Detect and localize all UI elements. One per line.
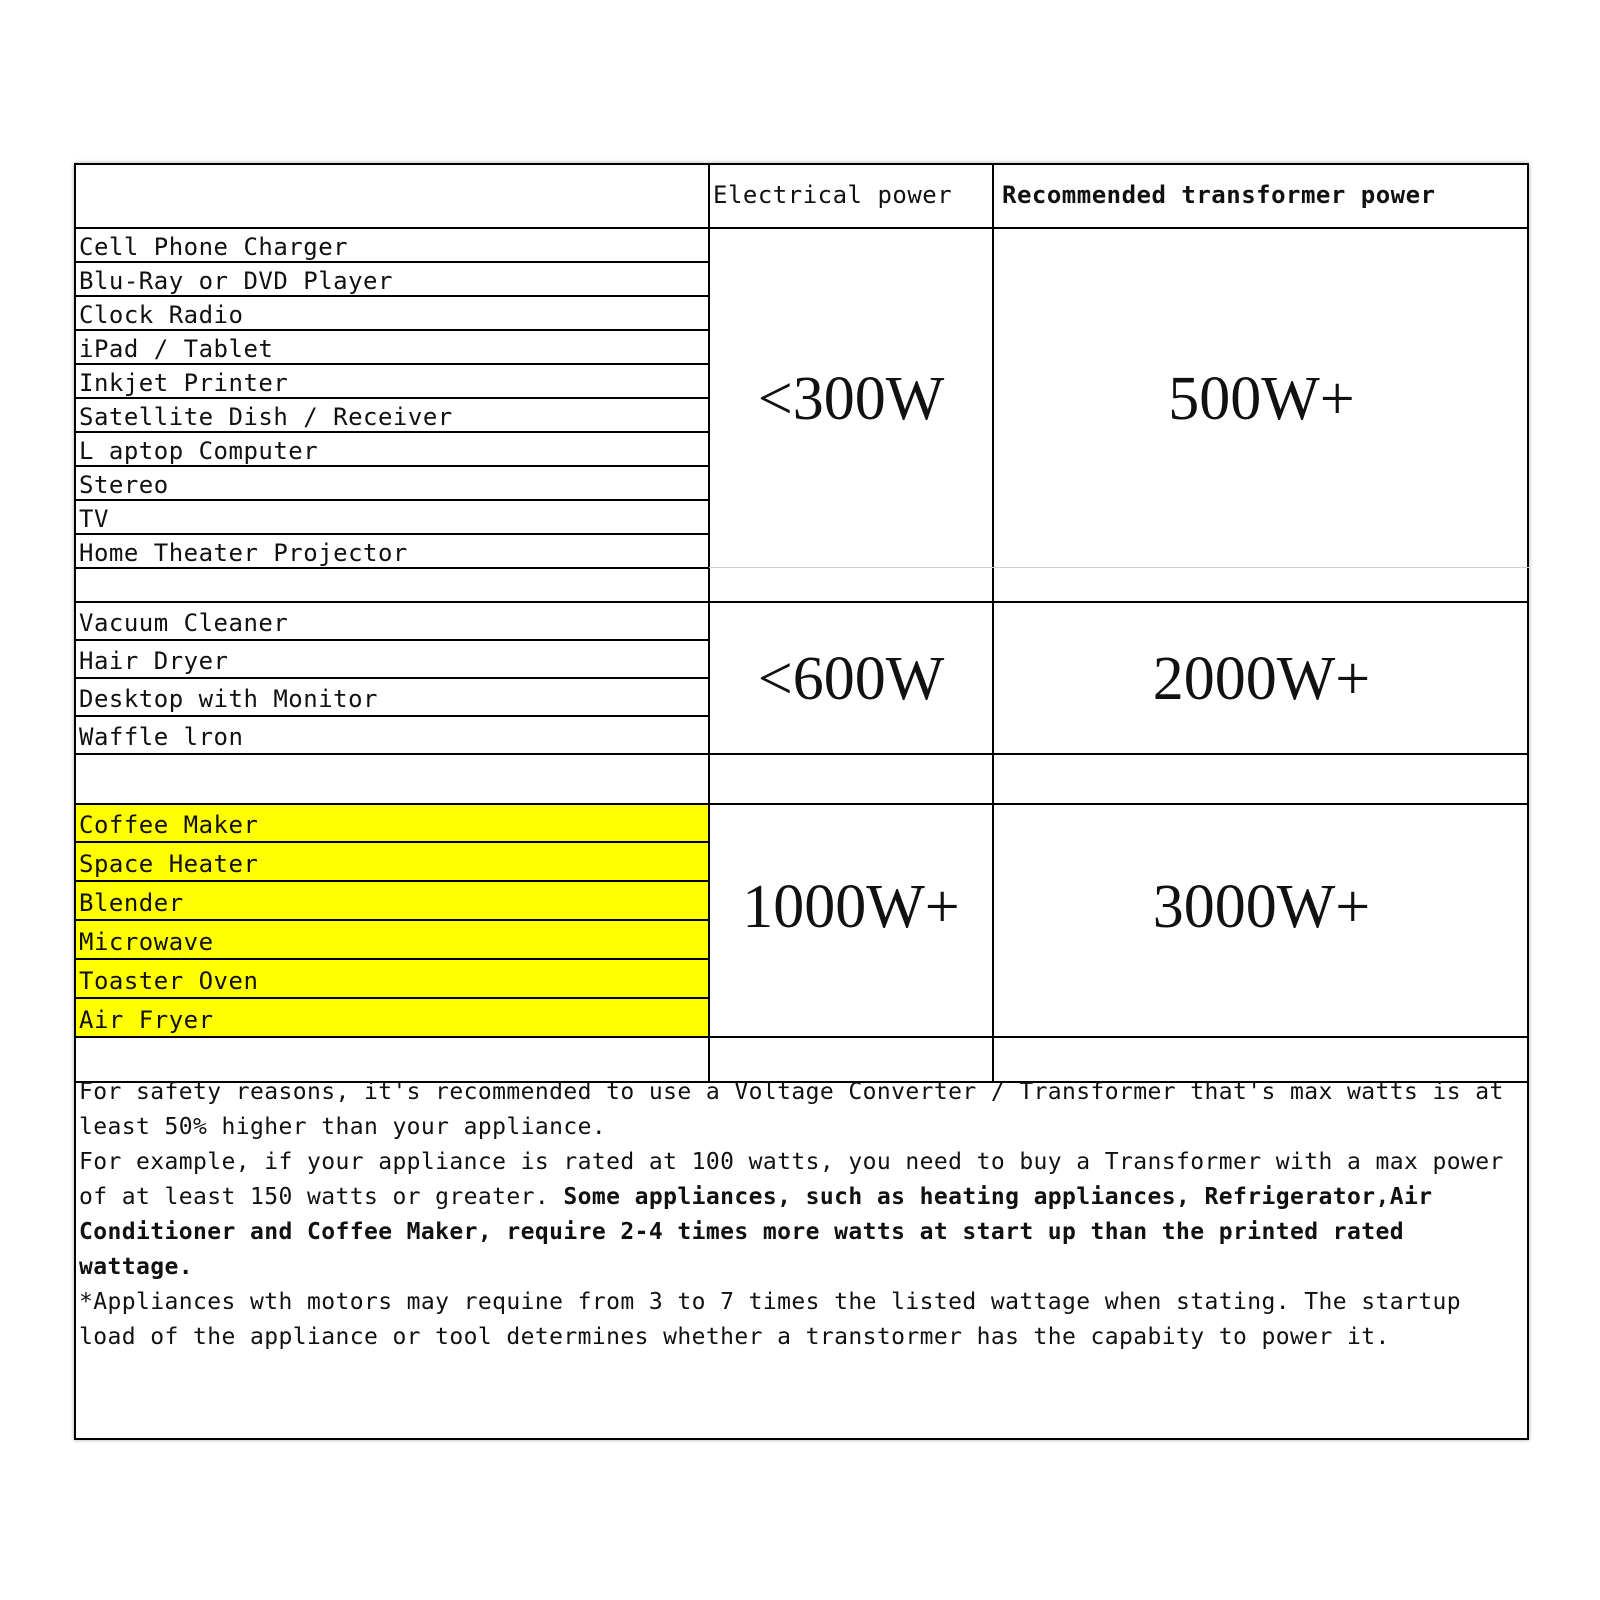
electrical-power-value: <600W bbox=[757, 645, 945, 713]
header-recommended-power: Recommended transformer power bbox=[1002, 181, 1436, 209]
recommended-power-value: 3000W+ bbox=[1152, 873, 1371, 941]
note-bold-warning: Some appliances, such as heating appliances, Refrigerator,Air Conditioner and Coffee Maker, require 2-4 times more watts at start up than the printed rated wattage. bbox=[79, 1184, 1433, 1280]
appliance-item: L aptop Computer bbox=[79, 437, 319, 465]
appliance-item: Waffle lron bbox=[79, 723, 244, 751]
appliance-item: Coffee Maker bbox=[79, 811, 259, 839]
note-paragraph-2: For example, if your appliance is rated at 100 watts, you need to buy a Transformer with a max power of at least 150 watts or greater. bbox=[79, 1149, 1504, 1210]
appliance-item: Desktop with Monitor bbox=[79, 685, 378, 713]
appliance-item: Space Heater bbox=[79, 850, 259, 878]
appliance-item: Vacuum Cleaner bbox=[79, 609, 289, 637]
appliance-item: Blender bbox=[79, 889, 184, 917]
appliance-item: Stereo bbox=[79, 471, 169, 499]
appliance-item: Home Theater Projector bbox=[79, 539, 408, 567]
appliance-item: Blu-Ray or DVD Player bbox=[79, 267, 393, 295]
safety-note bbox=[79, 1075, 1519, 1355]
appliance-item: Inkjet Printer bbox=[79, 369, 289, 397]
appliance-item: Microwave bbox=[79, 928, 214, 956]
appliance-item: Toaster Oven bbox=[79, 967, 259, 995]
appliance-item: Clock Radio bbox=[79, 301, 244, 329]
electrical-power-value: <300W bbox=[757, 365, 945, 433]
appliance-item: Satellite Dish / Receiver bbox=[79, 403, 453, 431]
column-divider-2 bbox=[992, 163, 994, 1081]
recommended-power-value: 500W+ bbox=[1168, 365, 1355, 433]
appliance-item: Hair Dryer bbox=[79, 647, 229, 675]
note-paragraph-3: *Appliances wth motors may requine from 3 to 7 times the listed wattage when stating. The startup load of the appliance or tool determines whether a transtormer has the capabity to power it. bbox=[79, 1289, 1461, 1350]
column-divider-1 bbox=[708, 163, 710, 1081]
appliance-item: Air Fryer bbox=[79, 1006, 214, 1034]
appliance-item: iPad / Tablet bbox=[79, 335, 274, 363]
note-paragraph-1: For safety reasons, it's recommended to use a Voltage Converter / Transformer that's max watts is at least 50% higher than your appliance. bbox=[79, 1079, 1504, 1140]
header-divider bbox=[74, 227, 1529, 229]
electrical-power-value: 1000W+ bbox=[742, 873, 960, 941]
appliance-item: TV bbox=[79, 505, 109, 533]
header-electrical-power: Electrical power bbox=[713, 181, 953, 209]
appliance-item: Cell Phone Charger bbox=[79, 233, 349, 261]
recommended-power-value: 2000W+ bbox=[1152, 645, 1371, 713]
power-table bbox=[74, 163, 1529, 1440]
